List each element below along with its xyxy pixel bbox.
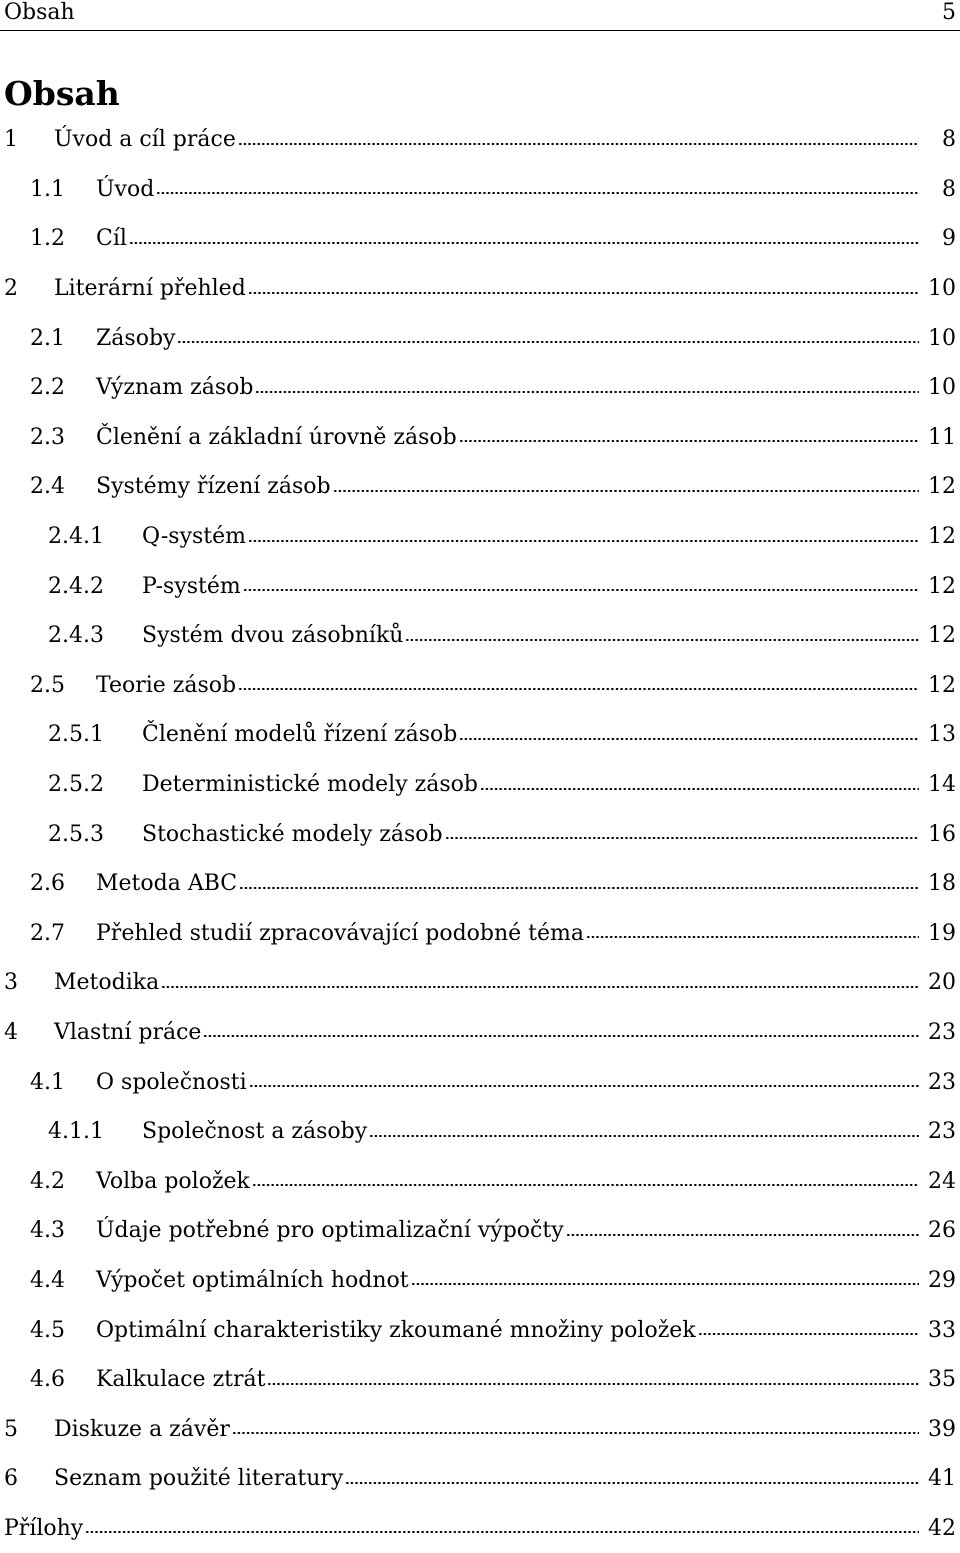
toc-entry-number: 4.2 (30, 1168, 65, 1194)
toc-entry[interactable] (0, 363, 960, 413)
toc-entry-label: Členění modelů řízení zásob (142, 722, 458, 748)
toc-entry-label: Vlastní práce (54, 1019, 202, 1045)
toc-dot-leader (238, 143, 919, 145)
toc-entry[interactable] (0, 115, 960, 165)
toc-entry-page-number: 10 (928, 375, 956, 401)
toc-entry-page-number: 12 (928, 474, 956, 500)
toc-dot-leader (459, 738, 919, 740)
toc-entry-page-number: 41 (928, 1466, 956, 1492)
toc-entry-label: Cíl (96, 226, 127, 252)
toc-entry-page-number: 23 (928, 1019, 956, 1045)
toc-entry[interactable] (0, 859, 960, 909)
toc-entry-label: Kalkulace ztrát (96, 1367, 266, 1393)
toc-entry-number: 2.4.3 (48, 623, 104, 649)
toc-entry[interactable] (0, 512, 960, 562)
toc-entry-page-number: 23 (928, 1069, 956, 1095)
toc-dot-leader (248, 292, 919, 294)
toc-entry-page-number: 26 (928, 1218, 956, 1244)
toc-entry[interactable] (0, 661, 960, 711)
toc-dot-leader (405, 639, 919, 641)
toc-entry-page-number: 16 (928, 821, 956, 847)
toc-entry-number: 1 (4, 127, 18, 153)
toc-dot-leader (203, 1035, 919, 1037)
toc-entry-page-number: 8 (942, 127, 956, 153)
toc-entry-label: Optimální charakteristiky zkoumané množiny položek (96, 1317, 696, 1343)
toc-dot-leader (698, 1333, 919, 1335)
toc-dot-leader (345, 1482, 919, 1484)
toc-entry[interactable] (0, 264, 960, 314)
toc-entry-page-number: 10 (928, 325, 956, 351)
toc-entry[interactable] (0, 611, 960, 661)
toc-dot-leader (238, 688, 919, 690)
toc-dot-leader (445, 837, 919, 839)
toc-entry-number: 2.1 (30, 325, 65, 351)
toc-entry[interactable] (0, 1057, 960, 1107)
toc-entry-number: 2.5 (30, 672, 65, 698)
toc-entry-page-number: 12 (928, 524, 956, 550)
toc-entry-label: Literární přehled (54, 276, 246, 302)
toc-entry[interactable] (0, 958, 960, 1008)
toc-entry-label: Volba položek (96, 1168, 250, 1194)
toc-entry-number: 2.5.1 (48, 722, 104, 748)
toc-entry-number: 2 (4, 276, 18, 302)
toc-dot-leader (129, 242, 919, 244)
toc-entry-page-number: 33 (928, 1317, 956, 1343)
toc-entry-number: 4.1 (30, 1069, 65, 1095)
toc-entry-number: 3 (4, 970, 18, 996)
toc-entry-page-number: 20 (928, 970, 956, 996)
toc-entry-label: Systém dvou zásobníků (142, 623, 404, 649)
toc-dot-leader (459, 440, 919, 442)
toc-entry-number: 2.7 (30, 920, 65, 946)
toc-entry-number: 4.3 (30, 1218, 65, 1244)
toc-entry[interactable] (0, 1256, 960, 1306)
toc-entry-page-number: 35 (928, 1367, 956, 1393)
toc-entry-page-number: 18 (928, 871, 956, 897)
toc-entry-page-number: 42 (928, 1515, 956, 1541)
toc-entry[interactable] (0, 561, 960, 611)
page-title: Obsah (4, 74, 120, 113)
toc-entry-label: O společnosti (96, 1069, 247, 1095)
toc-dot-leader (85, 1531, 919, 1533)
toc-entry[interactable] (0, 1156, 960, 1206)
toc-entry-number: 2.2 (30, 375, 65, 401)
toc-entry[interactable] (0, 909, 960, 959)
toc-entry-label: Výpočet optimálních hodnot (96, 1267, 409, 1293)
toc-entry-number: 4.5 (30, 1317, 65, 1343)
toc-entry[interactable] (0, 710, 960, 760)
toc-entry[interactable] (0, 1305, 960, 1355)
toc-entry[interactable] (0, 1454, 960, 1504)
toc-entry-page-number: 13 (928, 722, 956, 748)
toc-entry-label: Úvod (96, 176, 155, 202)
toc-entry-number: 2.5.2 (48, 772, 104, 798)
toc-entry-number: 2.5.3 (48, 821, 104, 847)
toc-entry[interactable] (0, 809, 960, 859)
toc-entry-page-number: 9 (942, 226, 956, 252)
toc-entry-page-number: 12 (928, 623, 956, 649)
toc-entry-label: Stochastické modely zásob (142, 821, 443, 847)
toc-entry-page-number: 24 (928, 1168, 956, 1194)
toc-entry-label: P-systém (142, 573, 241, 599)
toc-entry-page-number: 10 (928, 276, 956, 302)
running-header (0, 0, 960, 31)
running-header-title: Obsah (4, 0, 75, 25)
toc-dot-leader (177, 341, 919, 343)
toc-entry[interactable] (0, 1206, 960, 1256)
toc-entry[interactable] (0, 165, 960, 215)
toc-dot-leader (239, 887, 919, 889)
toc-entry[interactable] (0, 1008, 960, 1058)
toc-entry-number: 4.4 (30, 1267, 65, 1293)
toc-dot-leader (156, 192, 919, 194)
toc-entry-label: Význam zásob (96, 375, 254, 401)
toc-entry[interactable] (0, 1404, 960, 1454)
toc-entry-label: Seznam použité literatury (54, 1466, 344, 1492)
toc-entry-number: 2.4.2 (48, 573, 104, 599)
toc-entry-number: 2.4.1 (48, 524, 104, 550)
toc-entry-page-number: 29 (928, 1267, 956, 1293)
toc-entry-label: Údaje potřebné pro optimalizační výpočty (96, 1218, 564, 1244)
toc-entry-label: Členění a základní úrovně zásob (96, 424, 457, 450)
toc-dot-leader (248, 540, 919, 542)
toc-entry-label: Teorie zásob (96, 672, 237, 698)
toc-entry[interactable] (0, 214, 960, 264)
toc-entry-number: 4.1.1 (48, 1119, 104, 1145)
toc-entry-page-number: 23 (928, 1119, 956, 1145)
toc-entry[interactable] (0, 313, 960, 363)
toc-entry[interactable] (0, 760, 960, 810)
toc-dot-leader (480, 788, 919, 790)
toc-entry-number: 2.3 (30, 424, 65, 450)
toc-entry-label: Metoda ABC (96, 871, 238, 897)
toc-dot-leader (369, 1135, 919, 1137)
toc-entry[interactable] (0, 1355, 960, 1405)
toc-dot-leader (566, 1234, 919, 1236)
toc-dot-leader (411, 1283, 919, 1285)
toc-dot-leader (232, 1432, 919, 1434)
toc-entry-page-number: 19 (928, 920, 956, 946)
toc-entry-page-number: 11 (928, 424, 956, 450)
toc-dot-leader (586, 936, 919, 938)
toc-dot-leader (243, 589, 919, 591)
toc-entry-page-number: 39 (928, 1416, 956, 1442)
toc-dot-leader (333, 490, 919, 492)
toc-entry-number: 5 (4, 1416, 18, 1442)
toc-dot-leader (267, 1383, 919, 1385)
toc-dot-leader (255, 391, 919, 393)
toc-entry-page-number: 12 (928, 573, 956, 599)
toc-entry[interactable] (0, 462, 960, 512)
toc-entry-number: 2.6 (30, 871, 65, 897)
toc-entry-page-number: 12 (928, 672, 956, 698)
toc-entry-number: 4 (4, 1019, 18, 1045)
toc-entry-label: Q-systém (142, 524, 247, 550)
toc-entry[interactable] (0, 413, 960, 463)
toc-entry-label: Přílohy (4, 1515, 84, 1541)
toc-entry-page-number: 8 (942, 176, 956, 202)
toc-entry-number: 1.2 (30, 226, 65, 252)
table-of-contents (0, 115, 960, 1553)
toc-dot-leader (249, 1085, 919, 1087)
toc-entry-label: Diskuze a závěr (54, 1416, 230, 1442)
running-header-page-number: 5 (942, 0, 956, 25)
toc-entry-number: 4.6 (30, 1367, 65, 1393)
toc-entry-page-number: 14 (928, 772, 956, 798)
toc-dot-leader (252, 1184, 919, 1186)
toc-entry-label: Společnost a zásoby (142, 1119, 368, 1145)
toc-entry-label: Zásoby (96, 325, 176, 351)
toc-entry-number: 1.1 (30, 176, 65, 202)
toc-entry-label: Úvod a cíl práce (54, 127, 236, 153)
toc-entry-number: 2.4 (30, 474, 65, 500)
toc-entry[interactable] (0, 1504, 960, 1553)
toc-dot-leader (161, 986, 919, 988)
toc-entry-number: 6 (4, 1466, 18, 1492)
toc-entry-label: Deterministické modely zásob (142, 772, 478, 798)
toc-entry[interactable] (0, 1107, 960, 1157)
toc-entry-label: Metodika (54, 970, 160, 996)
toc-entry-label: Přehled studií zpracovávající podobné téma (96, 920, 585, 946)
toc-entry-label: Systémy řízení zásob (96, 474, 331, 500)
